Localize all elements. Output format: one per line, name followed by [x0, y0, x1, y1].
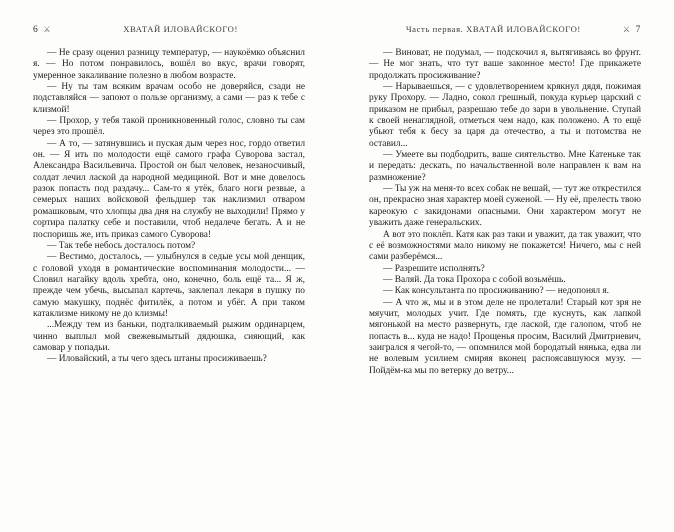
paragraph: — Как консультанта по просиживанию? — недопонял я. — [383, 286, 610, 297]
paragraph: — Разрешите исполнять? — [383, 263, 485, 274]
running-title-left: ХВАТАЙ ИЛОВАЙСКОГО! — [123, 24, 238, 34]
page-right — [369, 24, 641, 532]
page-left — [33, 24, 305, 532]
paragraph: — Так тебе небось досталось потом? — [47, 240, 196, 251]
running-title-right: Часть первая. ХВАТАЙ ИЛОВАЙСКОГО! — [405, 24, 581, 34]
paragraph: — Нарываешься, — с удовлетворением крякнул дядя, пожимая руку Прохору. — Ладно, сокол грешный, покуда курьер царский с приказом не прибыл, разрешаю тебе до зари в увольнение. Ступай к своей ненаглядной, отметься чем надо, как положено. А то ещё убьют тебя к бесу за царя да отечество, а ты и потомства не оставил... — [369, 82, 641, 149]
paragraph: — Ты уж на меня-то всех собак не вешай, — тут же открестился он, прекрасно зная характер моей суженой. — Ну её, прелесть твою кареокую с закидонами опасными. Они характером могут не уважить даже генеральских. — [369, 184, 641, 229]
running-header-left — [33, 24, 305, 35]
paragraph: — Вестимо, досталось, — улыбнулся в седые усы мой денщик, с головой уходя в романтические воспоминания молодости... — Словил нагайку вдоль хребта, оно, конечно, боль ещё та... Я ж, прежде чем убечь, высыпал картечь, заклепал лекаря в пушку по самую макушку, поднёс фитилёк, а потом и убёг. А при таком катаклизме никому не до клизмы! — [33, 252, 305, 319]
paragraph: — Валяй. Да тока Прохора с собой возьмёшь. — [383, 274, 566, 285]
paragraph: ...Между тем из баньки, подталкиваемый рыжим ординарцем, чинно выплыл мой свежевымытый дядюшка, сияющий, как самовар у попадьи. — [33, 320, 305, 353]
paragraph: — А что ж, мы и в этом деле не пролетали! Старый кот зря не мяучит, молодых учит. Где помять, где куснуть, как лапкой мягонькой на место развернуть, где лаской, где галопом, чтоб не попасть в... куда не надо! Прощенья просим, Василий Дмитриевич, заигрался я чегой-то, — опомнился мой бородатый нянька, едва ли не волевым усилием смиряя вконец распоясавшуюся музу. — Пойдём-ка мы по ветерку до ветру... — [369, 297, 641, 376]
paragraph: — Иловайский, а ты чего здесь штаны просиживаешь? — [47, 354, 267, 365]
paragraph: — Прохор, у тебя такой проникновенный голос, словно ты сам через это прошёл. — [33, 116, 305, 138]
paragraph: — А то, — затянувшись и пуская дым через нос, гордо ответил он. — Я ить по молодости ещё самого графа Суворова застал, Александра Васильевича. Простой он был человек, незаносчивый, солдат лечил лаской да народной медициной. Вот и мне довелось разок попасть под раздачу... Сам-то я утёк, благо ноги резвые, а семерых наших войсковой фельдшер так наклизмил отваром ромашковым, что хлопцы два дня на службу не выходили! Прямо у сортира палатку себе и поставили, чтоб недалече бегать. А и не поспоришь же, ить приказ самого Суворова! — [33, 138, 305, 240]
paragraph: — Виноват, не подумал, — подскочил я, вытягиваясь во фрунт. — Не мог знать, что тут ваше законное место! Где прикажете продолжать просиживание? — [369, 48, 641, 81]
crossed-sabers-icon: ⚔ — [43, 25, 52, 34]
paragraph: — Умеете вы подбодрить, ваше сиятельство. Мне Катеньке так и передать: дескать, по начальственной воле направлен к вам на размножение? — [369, 150, 641, 183]
running-header-right — [369, 24, 641, 35]
crossed-sabers-icon: ⚔ — [622, 25, 631, 34]
page-number-right: 7 — [635, 25, 641, 35]
page-body-right — [369, 48, 641, 532]
paragraph: А вот это поклёп. Катя как раз таки и уважит, да так уважит, что с её возможностями мало никому не покажется! Ничего, мы с ней сами разберёмся... — [369, 229, 641, 263]
paragraph: — Не сразу оценил разницу температур, — наукоёмко объяснил я. — Но потом понравилось, вошёл во вкус, врачи говорят, умеренное закаливание полезно в любом возрасте. — [33, 48, 305, 81]
page-body-left — [33, 48, 305, 532]
paragraph: — Ну ты там всяким врачам особо не доверяйся, сзади не подставляйся — запоют о пользе организму, а сами — раз к тебе с клизмой! — [33, 82, 305, 115]
page-number-left: 6 — [33, 25, 39, 35]
